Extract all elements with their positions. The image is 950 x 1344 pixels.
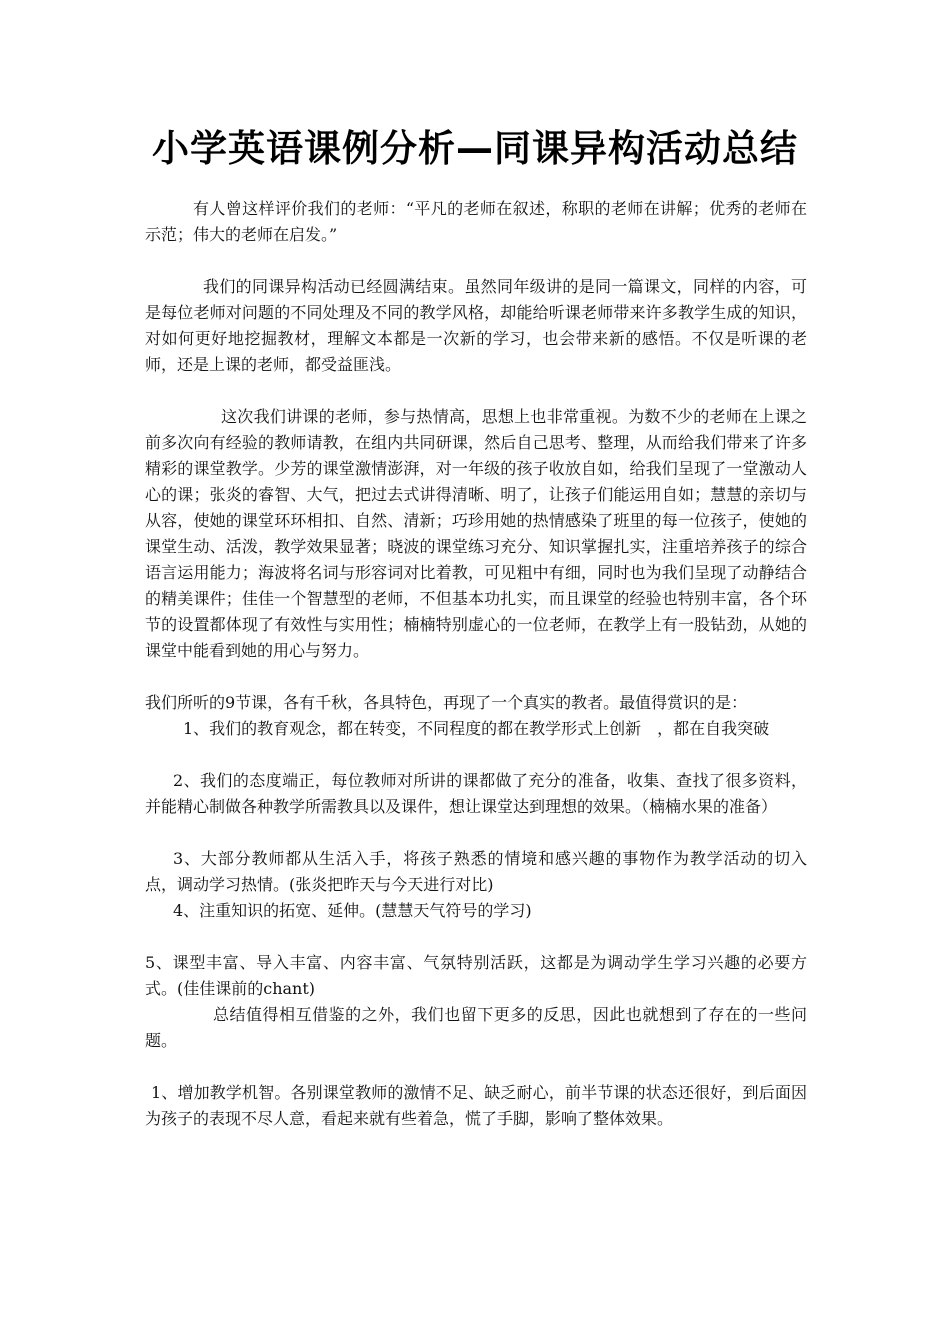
- paragraph-activity-summary: 我们的同课异构活动已经圆满结束。虽然同年级讲的是同一篇课文，同样的内容，可是每位老师对问题的不同处理及不同的教学风格，却能给听课老师带来许多教学生成的知识，对如何更好地挖掘教材，理解文本都是一次新的学习，也会带来新的感悟。不仅是听课的老师，还是上课的老师，都受益匪浅。: [145, 277, 807, 374]
- paragraph-nine-lessons: 我们所听的9节课，各有千秋，各具特色，再现了一个真实的教者。最值得赏识的是：: [145, 693, 748, 712]
- paragraph-quote: 有人曾这样评价我们的老师：“平凡的老师在叙述，称职的老师在讲解；优秀的老师在示范；伟大的老师在启发。”: [145, 199, 807, 244]
- list-item-point-3: 3、大部分教师都从生活入手，将孩子熟悉的情境和感兴趣的事物作为教学活动的切入点，调动学习热情。(张炎把昨天与今天进行对比): [145, 849, 807, 894]
- paragraph-teachers-review: 这次我们讲课的老师，参与热情高，思想上也非常重视。为数不少的老师在上课之前多次向有经验的教师请教，在组内共同研课，然后自己思考、整理，从而给我们带来了许多精彩的课堂教学。少芳的课堂激情澎湃，对一年级的孩子收放自如，给我们呈现了一堂激动人心的课；张炎的睿智、大气，把过去式讲得清晰、明了，让孩子们能运用自如；慧慧的亲切与从容，使她的课堂环环相扣、自然、清新；巧珍用她的热情感染了班里的每一位孩子，使她的课堂生动、活泼，教学效果显著；晓波的课堂练习充分、知识掌握扎实，注重培养孩子的综合语言运用能力；海波将名词与形容词对比着教，可见粗中有细，同时也为我们呈现了动静结合的精美课件；佳佳一个智慧型的老师，不但基本功扎实，而且课堂的经验也特别丰富，各个环节的设置都体现了有效性与实用性；楠楠特别虚心的一位老师，在教学上有一股钻劲，从她的课堂中能看到她的用心与努力。: [145, 407, 807, 660]
- list-item-point-1: 1、我们的教育观念，都在转变，不同程度的都在教学形式上创新 ，都在自我突破: [183, 719, 770, 738]
- list-item-point-4: 4、注重知识的拓宽、延伸。(慧慧天气符号的学习): [173, 901, 532, 920]
- list-item-point-2: 2、我们的态度端正，每位教师对所讲的课都做了充分的准备，收集、查找了很多资料，并能精心制做各种教学所需教具以及课件，想让课堂达到理想的效果。（楠楠水果的准备）: [145, 771, 807, 816]
- page-title: 小学英语课例分析—同课异构活动总结: [152, 127, 798, 170]
- document-body: [145, 196, 807, 1132]
- paragraph-reflection: 总结值得相互借鉴的之外，我们也留下更多的反思，因此也就想到了存在的一些问题。: [145, 1005, 807, 1050]
- list-item-problem-1: 1、增加教学机智。各别课堂教师的激情不足、缺乏耐心，前半节课的状态还很好，到后面因为孩子的表现不尽人意，看起来就有些着急，慌了手脚，影响了整体效果。: [145, 1083, 807, 1128]
- list-item-point-5: 5、课型丰富、导入丰富、内容丰富、气氛特别活跃，这都是为调动学生学习兴趣的必要方式。(佳佳课前的chant): [145, 953, 807, 998]
